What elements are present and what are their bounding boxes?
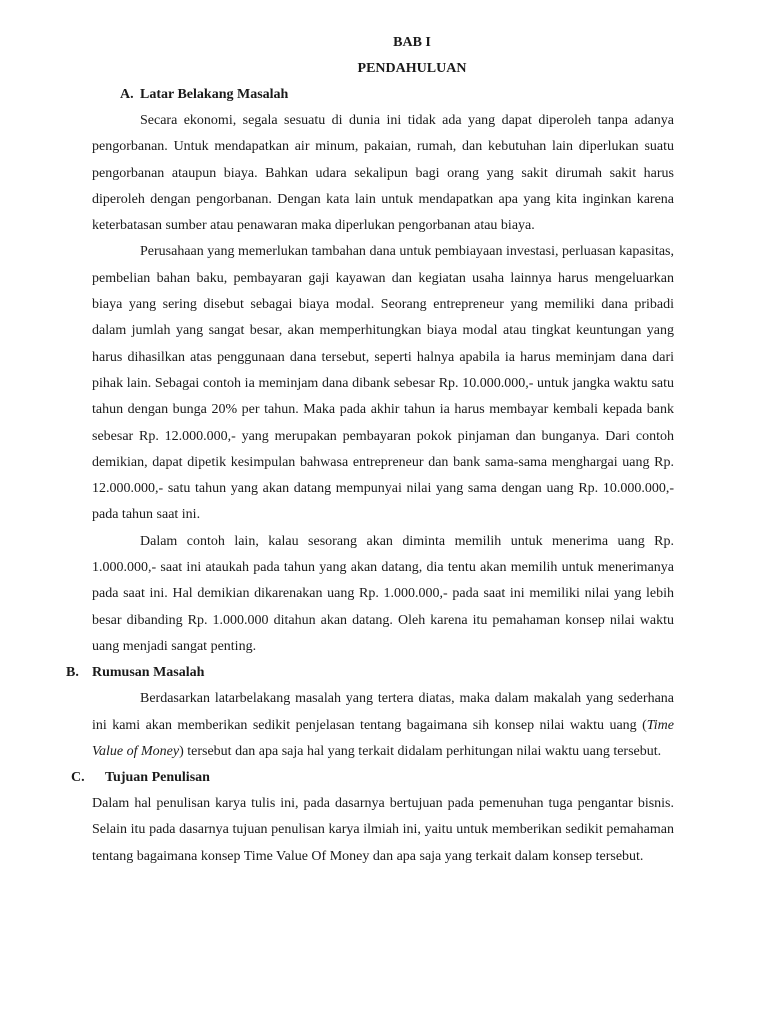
section-a-paragraph-1: Secara ekonomi, segala sesuatu di dunia ini tidak ada yang dapat diperoleh tanpa adanya pengorbanan. Untuk mendapatkan air minum, pakaian, rumah, dan kebutuhan lain diperlukan suatu pengorbanan ataupun biaya. Bahkan udara sekalipun bagi orang yang sakit dirumah sakit harus diperoleh dengan pengorbanan. Dengan kata lain untuk mendapatkan apa yang kita inginkan karena keterbatasan sumber atau penawaran maka diperlukan pengorbanan atau biaya. <box>92 113 674 234</box>
section-c-paragraph: Dalam hal penulisan karya tulis ini, pada dasarnya bertujuan pada pemenuhan tuga pengantar bisnis. Selain itu pada dasarnya tujuan penulisan karya ilmiah ini, yaitu untuk memberikan sedikit pemahaman tentang bagaimana konsep Time Value Of Money dan apa saja yang terkait dalam konsep tersebut. <box>92 796 674 864</box>
section-a-heading <box>92 82 674 108</box>
section-b-number: B. <box>66 665 79 681</box>
section-b-text-after: ) tersebut dan apa saja hal yang terkait didalam perhitungan nilai waktu uang tersebut. <box>179 743 662 759</box>
section-b-title: Rumusan Masalah <box>92 665 205 681</box>
section-a-paragraph-2: Perusahaan yang memerlukan tambahan dana untuk pembiayaan investasi, perluasan kapasitas, pembelian bahan baku, pembayaran gaji kayawan dan kegiatan usaha lainnya harus mengeluarkan biaya yang sering disebut sebagai biaya modal. Seorang entrepreneur yang memiliki dana pribadi dalam jumlah yang sangat besar, akan memperhitungkan biaya modal atau tingkat keuntungan yang harus dihasilkan atas penggunaan dana tersebut, seperti halnya apabila ia harus meminjam dana dari pihak lain. Sebagai contoh ia meminjam dana dibank sebesar Rp. 10.000.000,- untuk jangka waktu satu tahun dengan bunga 20% per tahun. Maka pada akhir tahun ia harus membayar kembali kepada bank sebesar Rp. 12.000.000,- yang merupakan pembayaran pokok pinjaman dan bunganya. Dari contoh demikian, dapat dipetik kesimpulan bahwasa entrepreneur dan bank sama-sama menghargai uang Rp. 12.000.000,- satu tahun yang akan datang mempunyai nilai yang sama dengan uang Rp. 10.000.000,- pada tahun saat ini. <box>92 244 674 523</box>
chapter-label: BAB I <box>393 35 431 50</box>
section-a-number: A. <box>120 87 134 102</box>
section-a-paragraph-3: Dalam contoh lain, kalau sesorang akan diminta memilih untuk menerima uang Rp. 1.000.000,- saat ini ataukah pada tahun yang akan datang, dia tentu akan memilih untuk menerimanya pada saat ini. Hal demikian dikarenakan uang Rp. 1.000.000,- pada saat ini memiliki nilai yang lebih besar dibanding Rp. 1.000.000 ditahun akan datang. Oleh karena itu pemahaman konsep nilai waktu uang menjadi sangat penting. <box>92 533 674 654</box>
chapter-title: PENDAHULUAN <box>357 61 467 76</box>
section-c-heading <box>71 765 674 791</box>
document-page <box>66 30 674 870</box>
section-b-paragraph <box>92 686 674 765</box>
section-a-title: Latar Belakang Masalah <box>140 87 289 102</box>
section-b-text-before: Berdasarkan latarbelakang masalah yang tertera diatas, maka dalam makalah yang sederhana ini kami akan memberikan sedikit penjelasan tentang bagaimana sih konsep nilai waktu uang ( <box>92 691 674 733</box>
section-c-number: C. <box>71 770 85 786</box>
section-c-title: Tujuan Penulisan <box>105 770 210 786</box>
section-b-emphasis: Time Value of Money <box>92 717 674 759</box>
section-b-heading <box>66 660 674 686</box>
